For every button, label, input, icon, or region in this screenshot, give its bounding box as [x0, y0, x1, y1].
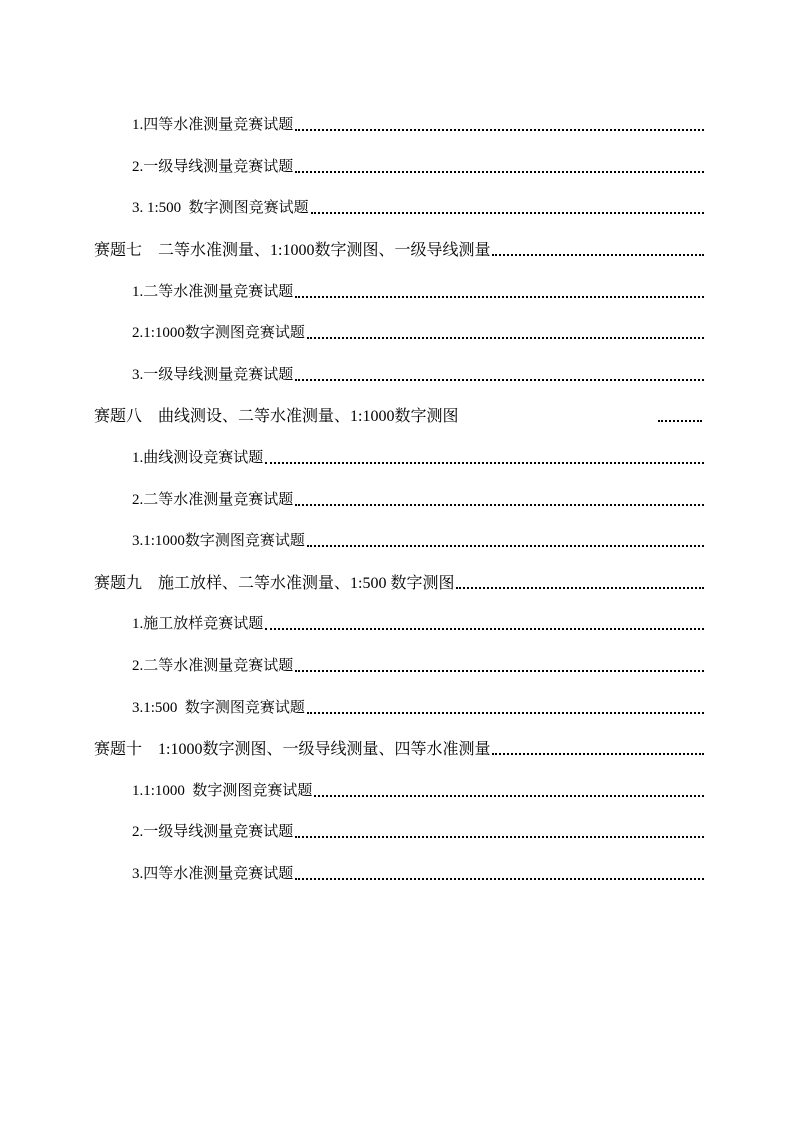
dot-leader [295, 503, 704, 506]
dot-leader [307, 711, 704, 714]
toc-entry[interactable] [0, 269, 704, 311]
dot-leader [314, 794, 704, 797]
toc-heading-text: 赛题八 曲线测设、二等水准测量、1:1000数字测图 [94, 408, 459, 426]
dot-leader [295, 835, 704, 838]
dot-leader [492, 752, 704, 755]
toc-heading[interactable] [0, 228, 704, 270]
toc-entry[interactable] [0, 769, 704, 811]
toc-entry[interactable] [0, 685, 704, 727]
toc-entry[interactable] [0, 810, 704, 852]
dot-leader [295, 877, 704, 880]
toc-entry-text: 1.1:1000 数字测图竞赛试题 [132, 782, 313, 799]
toc-entry-text: 3. 1:500 数字测图竞赛试题 [132, 200, 309, 217]
toc-entry[interactable] [0, 519, 704, 561]
toc-entry-text: 1.施工放样竞赛试题 [132, 616, 264, 633]
dot-leader [492, 253, 704, 256]
toc-entry[interactable] [0, 103, 704, 145]
toc-entry[interactable] [0, 186, 704, 228]
toc-heading[interactable] [0, 394, 704, 436]
toc-entry-text: 2.1:1000数字测图竞赛试题 [132, 325, 305, 342]
toc-entry[interactable] [0, 145, 704, 187]
toc-entry-text: 1.四等水准测量竞赛试题 [132, 117, 294, 134]
dot-leader [456, 586, 704, 589]
toc-entry[interactable] [0, 353, 704, 395]
dot-leader [295, 378, 704, 381]
dot-leader [295, 669, 704, 672]
toc-entry[interactable] [0, 477, 704, 519]
dot-leader [295, 170, 704, 173]
toc-entry[interactable] [0, 436, 704, 478]
toc-entry-text: 2.一级导线测量竞赛试题 [132, 158, 294, 175]
dot-leader [265, 627, 704, 630]
toc-entry-text: 3.一级导线测量竞赛试题 [132, 366, 294, 383]
toc-entry[interactable] [0, 852, 704, 894]
toc-entry-text: 3.四等水准测量竞赛试题 [132, 865, 294, 882]
toc-entry[interactable] [0, 311, 704, 353]
dot-leader [311, 211, 704, 214]
toc-heading-text: 赛题九 施工放样、二等水准测量、1:500 数字测图 [94, 574, 455, 592]
toc-heading-text: 赛题十 1:1000数字测图、一级导线测量、四等水准测量 [94, 741, 491, 759]
dot-leader [658, 420, 702, 422]
toc-entry-text: 2.二等水准测量竞赛试题 [132, 491, 294, 508]
dot-leader [307, 544, 704, 547]
toc-entry-text: 2.二等水准测量竞赛试题 [132, 658, 294, 675]
toc-heading[interactable] [0, 727, 704, 769]
toc-entry-text: 3.1:500 数字测图竞赛试题 [132, 699, 305, 716]
table-of-contents [0, 103, 794, 893]
toc-heading-text: 赛题七 二等水准测量、1:1000数字测图、一级导线测量 [94, 242, 491, 260]
dot-leader [295, 128, 704, 131]
toc-heading[interactable] [0, 561, 704, 603]
dot-leader [265, 461, 704, 464]
toc-entry-text: 1.二等水准测量竞赛试题 [132, 283, 294, 300]
dot-leader [307, 336, 704, 339]
toc-entry-text: 1.曲线测设竞赛试题 [132, 450, 264, 467]
toc-entry-text: 2.一级导线测量竞赛试题 [132, 824, 294, 841]
toc-entry-text: 3.1:1000数字测图竞赛试题 [132, 533, 305, 550]
dot-leader [295, 295, 704, 298]
toc-entry[interactable] [0, 602, 704, 644]
toc-entry[interactable] [0, 644, 704, 686]
